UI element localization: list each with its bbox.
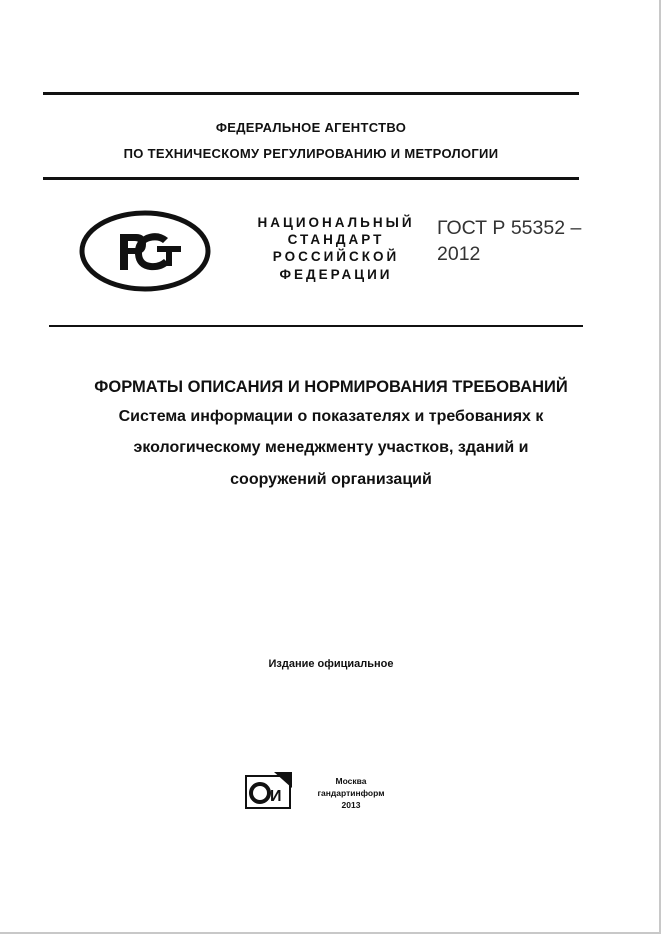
standard-number-line-2: 2012 — [437, 243, 481, 265]
agency-line-1: ФЕДЕРАЛЬНОЕ АГЕНТСТВО — [215, 120, 407, 135]
publisher-city: Москва — [335, 776, 367, 786]
publisher-name: гандартинформ — [317, 788, 385, 798]
edition-label: Издание официальное — [268, 658, 394, 670]
standard-number-line-1: ГОСТ Р 55352 – — [437, 217, 582, 239]
middle-rule — [43, 177, 579, 180]
document-title: ФОРМАТЫ ОПИСАНИЯ И НОРМИРОВАНИЯ ТРЕБОВАНИЙ — [94, 378, 568, 396]
rst-logo-icon — [78, 210, 212, 292]
svg-text:И: И — [270, 788, 282, 805]
document-subtitle-line-1: Система информации о показателях и требованиях к — [118, 408, 544, 425]
bottom-rule — [49, 325, 583, 327]
top-rule — [43, 92, 579, 95]
publisher-year: 2013 — [341, 800, 361, 810]
standartinform-logo-icon — [244, 770, 294, 810]
document-subtitle-line-2: экологическому менеджменту участков, зданий и — [133, 439, 529, 456]
standard-type-line-1: НАЦИОНАЛЬНЫЙ — [257, 215, 415, 230]
document-subtitle-line-3: сооружений организаций — [230, 471, 432, 488]
standard-type-line-3: РОССИЙСКОЙ — [272, 249, 400, 264]
standard-type-line-4: ФЕДЕРАЦИИ — [279, 267, 393, 282]
agency-line-2: ПО ТЕХНИЧЕСКОМУ РЕГУЛИРОВАНИЮ И МЕТРОЛОГИИ — [123, 146, 499, 161]
standard-type-line-2: СТАНДАРТ — [287, 232, 385, 247]
